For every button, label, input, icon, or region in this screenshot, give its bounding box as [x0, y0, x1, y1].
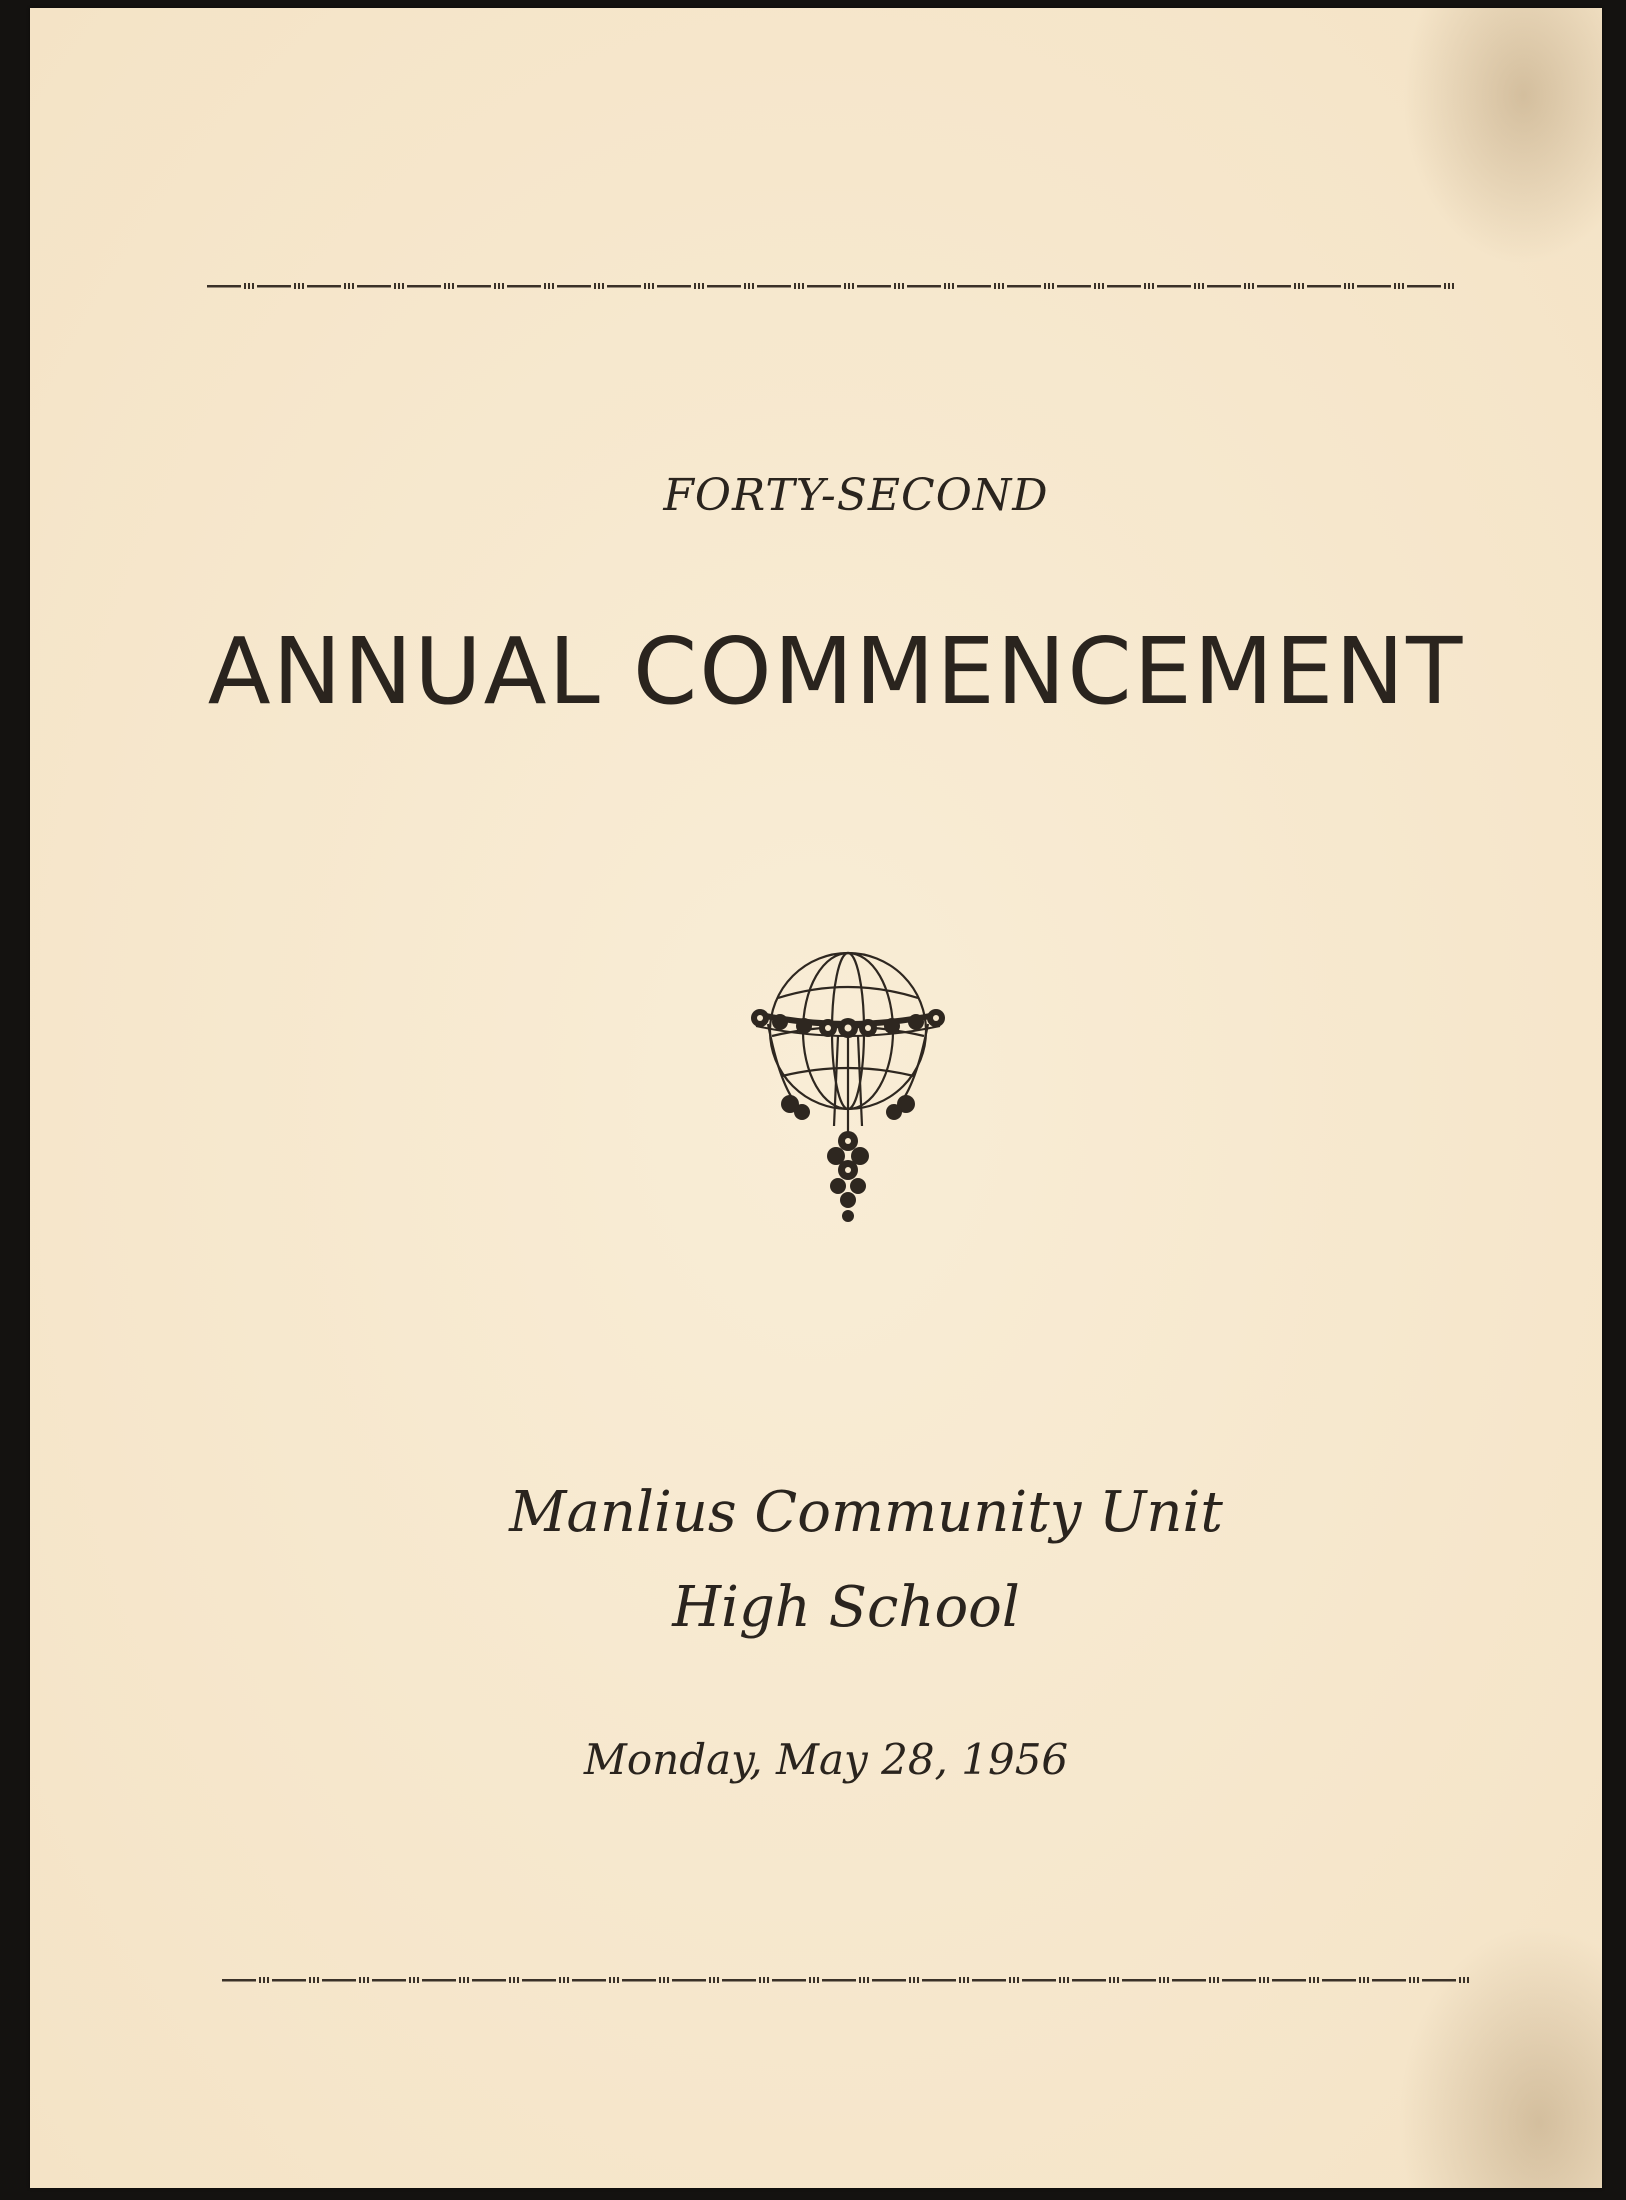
event-date: Monday, May 28, 1956 — [583, 1735, 1069, 1784]
top-ornamental-rule — [207, 281, 1457, 291]
school-name-line-1: Manlius Community Unit — [509, 1480, 1223, 1545]
bottom-ornamental-rule — [222, 1975, 1472, 1985]
page-title: ANNUAL COMMENCEMENT — [207, 618, 1465, 725]
school-name-line-2: High School — [672, 1575, 1020, 1640]
ordinal-heading: FORTY-SECOND — [663, 470, 1049, 521]
floral-globe-ornament-icon — [738, 936, 958, 1236]
program-cover — [30, 8, 1602, 2188]
